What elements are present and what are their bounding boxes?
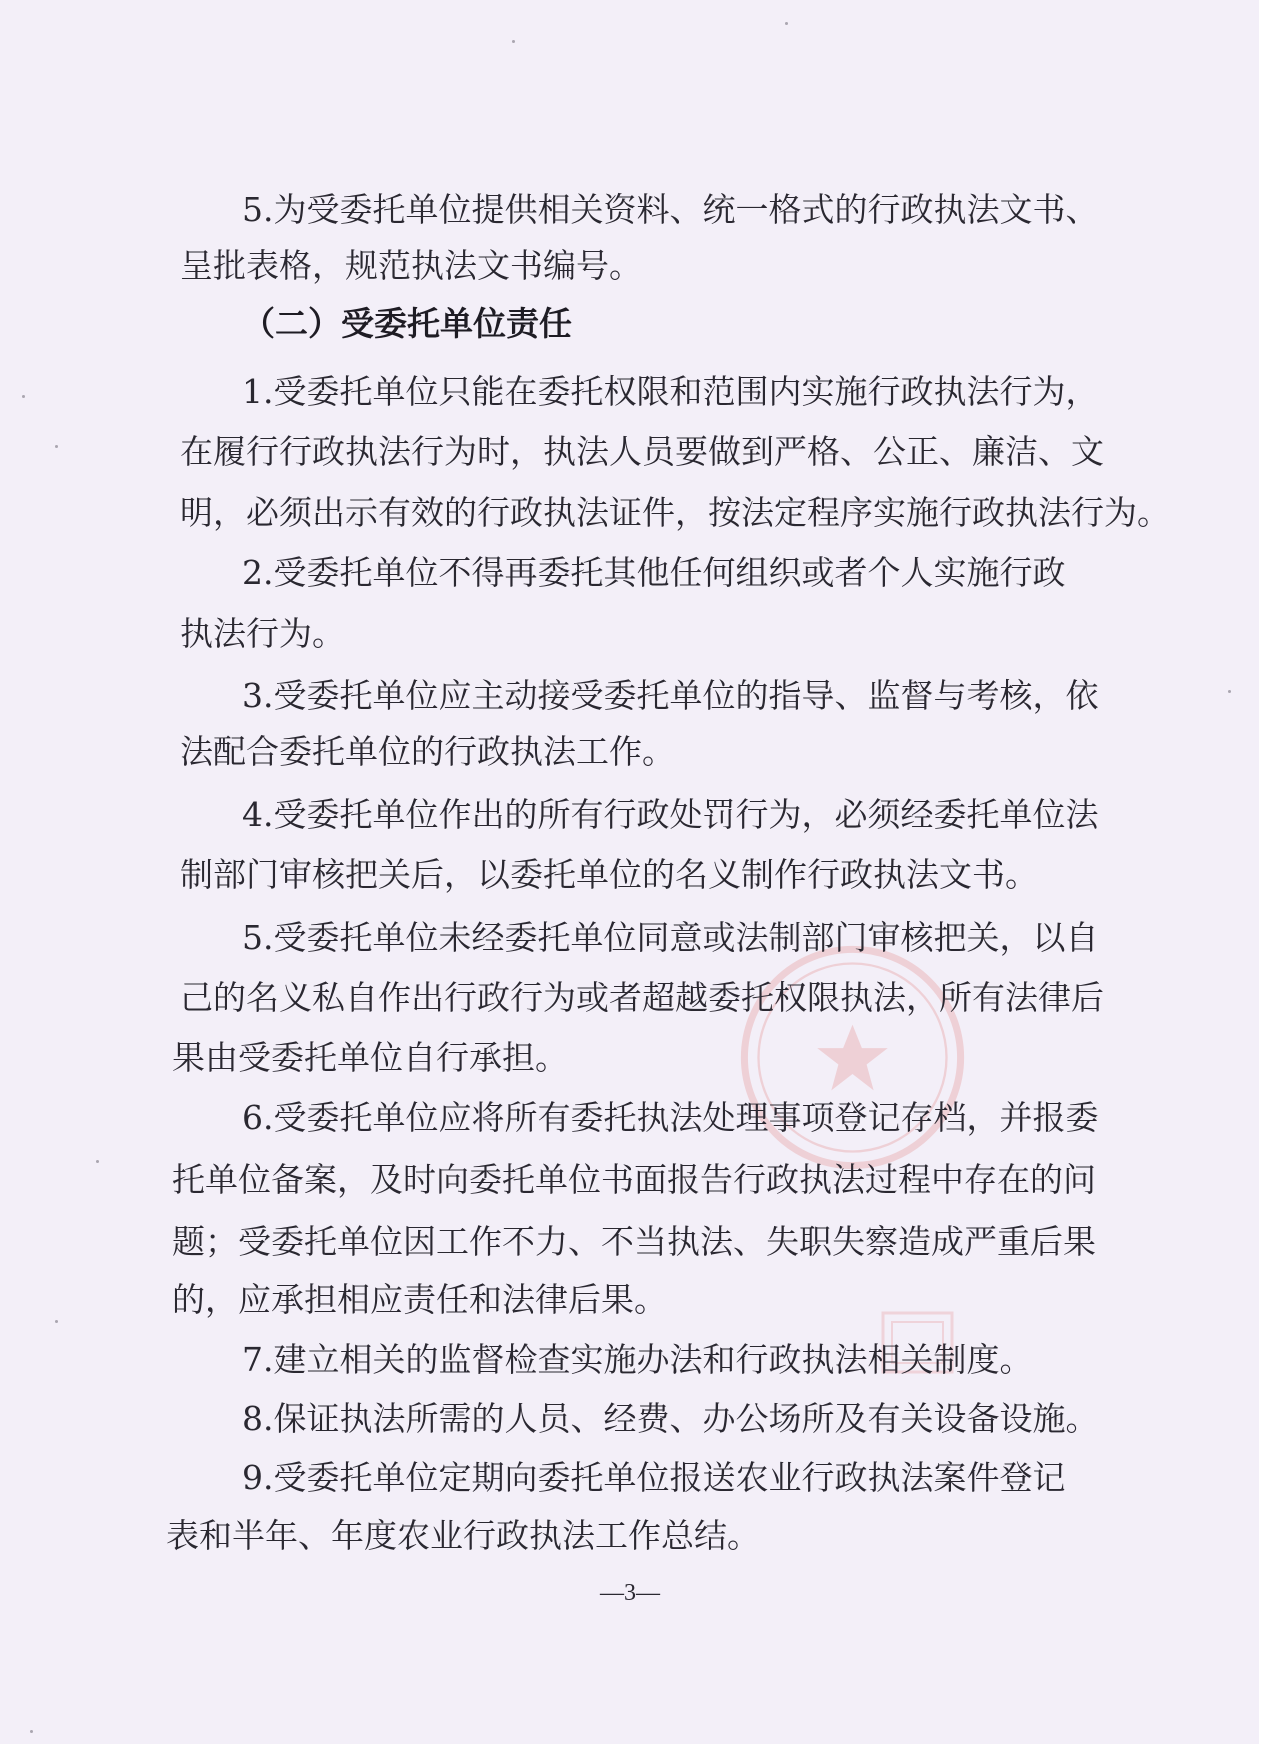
paragraph-line: 7.建立相关的监督检查实施办法和行政执法相关制度。 <box>242 1340 1033 1379</box>
paragraph-line: 6.受委托单位应将所有委托执法处理事项登记存档，并报委 <box>242 1098 1099 1137</box>
paragraph-line: 9.受委托单位定期向委托单位报送农业行政执法案件登记 <box>242 1458 1066 1497</box>
paragraph-line: 题；受委托单位因工作不力、不当执法、失职失察造成严重后果 <box>172 1222 1096 1261</box>
paragraph-line: 5.为受委托单位提供相关资料、统一格式的行政执法文书、 <box>242 190 1099 229</box>
scan-margin-right <box>1259 0 1275 1754</box>
paragraph-line: 法配合委托单位的行政执法工作。 <box>180 732 675 771</box>
paragraph-line: 4.受委托单位作出的所有行政处罚行为，必须经委托单位法 <box>242 795 1099 834</box>
paragraph-line: 托单位备案，及时向委托单位书面报告行政执法过程中存在的问 <box>172 1160 1096 1199</box>
paragraph-line: 明，必须出示有效的行政执法证件，按法定程序实施行政执法行为。 <box>180 493 1170 532</box>
paragraph-line: 1.受委托单位只能在委托权限和范围内实施行政执法行为， <box>242 372 1099 411</box>
paragraph-line: 2.受委托单位不得再委托其他任何组织或者个人实施行政 <box>242 553 1066 592</box>
paragraph-line: 执法行为。 <box>180 614 345 653</box>
paragraph-line: 的，应承担相应责任和法律后果。 <box>172 1280 667 1319</box>
paragraph-line: 己的名义私自作出行政行为或者超越委托权限执法，所有法律后 <box>180 978 1104 1017</box>
paragraph-line: 呈批表格，规范执法文书编号。 <box>180 246 642 285</box>
paragraph-line: 果由受委托单位自行承担。 <box>172 1038 568 1077</box>
paragraph-line: 5.受委托单位未经委托单位同意或法制部门审核把关，以自 <box>242 918 1099 957</box>
paragraph-line: 表和半年、年度农业行政执法工作总结。 <box>166 1516 760 1555</box>
paragraph-line: 8.保证执法所需的人员、经费、办公场所及有关设备设施。 <box>242 1399 1099 1438</box>
paragraph-line: 3.受委托单位应主动接受委托单位的指导、监督与考核，依 <box>242 676 1099 715</box>
scan-margin-bottom <box>0 1744 1275 1754</box>
page-number: —3— <box>600 1580 660 1606</box>
paragraph-line: 制部门审核把关后，以委托单位的名义制作行政执法文书。 <box>180 855 1038 894</box>
section-heading: （二）受委托单位责任 <box>242 304 572 343</box>
paragraph-line: 在履行行政执法行为时，执法人员要做到严格、公正、廉洁、文 <box>180 432 1104 471</box>
